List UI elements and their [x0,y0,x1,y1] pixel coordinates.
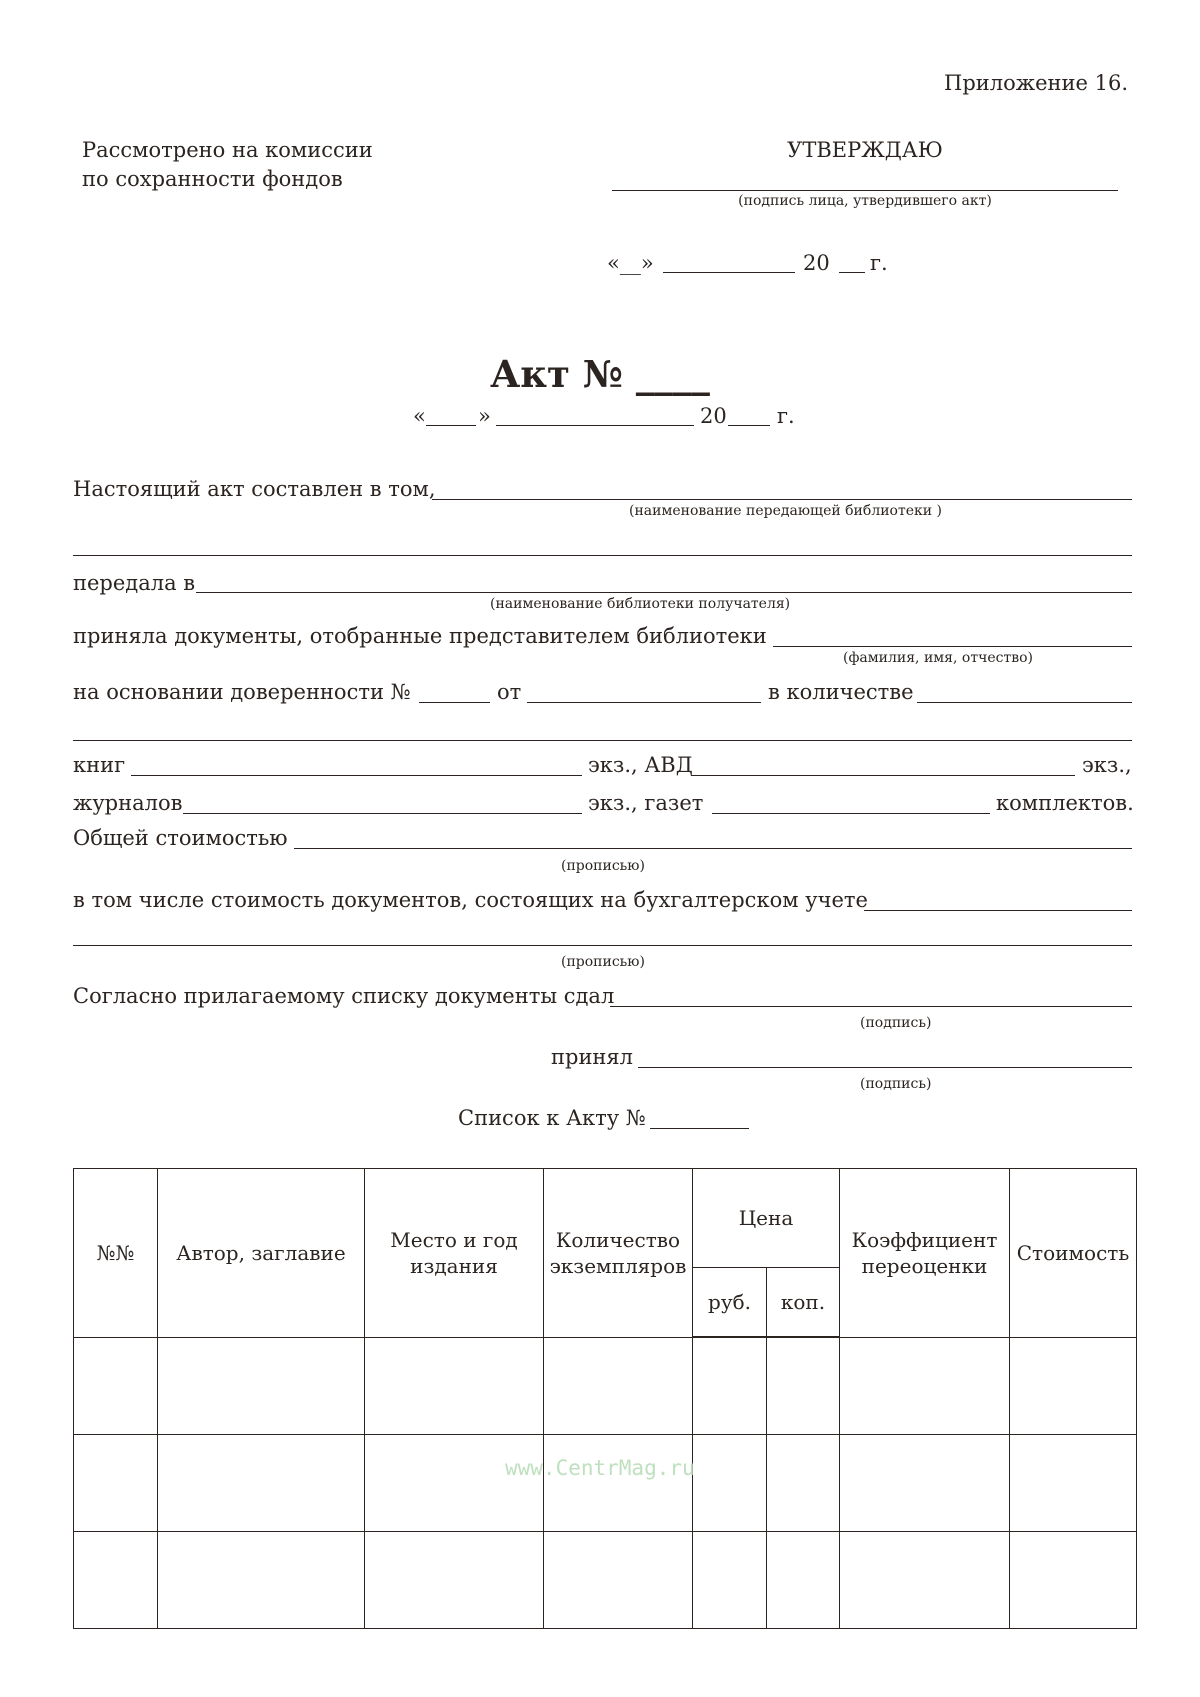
received-signature-caption: (подпись) [860,1076,932,1092]
act-date-close-quote: » [478,404,491,428]
documents-table [73,1168,1137,1629]
column-header-price: Цена [693,1169,840,1268]
table-cell[interactable] [767,1532,840,1629]
journals-count-field[interactable] [183,813,582,814]
approver-signature-line[interactable] [612,190,1118,191]
list-number-field[interactable] [650,1128,749,1129]
table-cell[interactable] [840,1532,1010,1629]
approve-heading: УТВЕРЖДАЮ [787,138,943,162]
column-header-rub: руб. [693,1268,767,1338]
body-line-4-label: на основании доверенности № [73,680,411,704]
accounting-cost-caption: (прописью) [561,954,645,970]
handed-over-signature-caption: (подпись) [860,1015,932,1031]
table-cell[interactable] [1010,1532,1137,1629]
act-date-day-line[interactable] [426,425,476,426]
commission-note-line2: по сохранности фондов [82,167,343,191]
table-cell[interactable] [158,1435,365,1532]
commission-note-line1: Рассмотрено на комиссии [82,138,373,162]
representative-name-field[interactable] [773,646,1132,647]
transferring-library-caption: (наименование передающей библиотеки ) [629,503,942,519]
approve-date-year-prefix: 20 [803,251,830,275]
accounting-cost-field[interactable] [864,910,1132,911]
table-cell[interactable] [158,1337,365,1435]
table-cell[interactable] [693,1435,767,1532]
act-date-month-line[interactable] [496,425,694,426]
table-row [74,1435,1137,1532]
quantity-field[interactable] [917,702,1132,703]
table-cell[interactable] [840,1337,1010,1435]
body-line-5-avd: экз., АВД [588,753,693,777]
total-cost-caption: (прописью) [561,858,645,874]
total-cost-field[interactable] [294,848,1132,849]
column-header-coefficient [840,1169,1010,1338]
body-line-1: Настоящий акт составлен в том, [73,477,436,501]
table-cell[interactable] [544,1337,693,1435]
table-cell[interactable] [544,1435,693,1532]
table-cell[interactable] [544,1532,693,1629]
body-line-2: передала в [73,571,196,595]
table-row [74,1337,1137,1435]
table-cell[interactable] [74,1435,158,1532]
column-header-place-year [365,1169,544,1338]
list-title: Список к Акту № [458,1106,646,1130]
body-line-4-from: от [497,680,522,704]
table-row [74,1532,1137,1629]
body-line-8: в том числе стоимость документов, состоящих на бухгалтерском учете [73,888,868,912]
representative-name-caption: (фамилия, имя, отчество) [843,650,1033,666]
body-line-5-books: книг [73,753,126,777]
approve-date-year-line[interactable] [839,272,865,273]
approver-signature-caption: (подпись лица, утвердившего акт) [738,193,992,209]
act-date-open-quote: « [413,404,426,428]
table-cell[interactable] [158,1532,365,1629]
transferring-library-field[interactable] [432,499,1132,500]
table-cell[interactable] [365,1532,544,1629]
column-header-coefficient-text: Коэффициент переоценки [851,1227,998,1278]
act-date-year-prefix: 20 [700,404,727,428]
transferring-library-field-2[interactable] [73,555,1132,556]
body-line-3: приняла документы, отобранные представителем библиотеки [73,624,767,648]
table-cell[interactable] [365,1435,544,1532]
table-cell[interactable] [840,1435,1010,1532]
act-date-year-line[interactable] [728,425,770,426]
column-header-author-title: Автор, заглавие [158,1169,365,1338]
body-line-6-journals: журналов [73,791,183,815]
table-cell[interactable] [74,1532,158,1629]
body-line-5-copies: экз., [1082,753,1132,777]
approve-date-day[interactable]: «__» [607,251,654,275]
table-cell[interactable] [767,1435,840,1532]
body-line-10: принял [551,1045,634,1069]
column-header-quantity [544,1169,693,1338]
body-line-6-sets: комплектов. [996,791,1134,815]
column-header-number: №№ [74,1169,158,1338]
table-cell[interactable] [767,1337,840,1435]
approve-date-month-line[interactable] [663,272,795,273]
table-cell[interactable] [74,1337,158,1435]
body-line-7: Общей стоимостью [73,826,288,850]
appendix-number: Приложение 16. [944,71,1128,95]
column-header-quantity-text: Количество экземпляров [549,1227,687,1278]
table-cell[interactable] [365,1337,544,1435]
column-header-kop: коп. [767,1268,840,1338]
books-count-field[interactable] [131,775,582,776]
body-line-9: Согласно прилагаемому списку документы сдал [73,984,615,1008]
receiving-library-field[interactable] [196,592,1132,593]
receiving-library-caption: (наименование библиотеки получателя) [490,596,791,612]
body-line-6-newspapers: экз., газет [588,791,704,815]
avd-count-field[interactable] [691,775,1075,776]
table-cell[interactable] [1010,1435,1137,1532]
quantity-field-2[interactable] [73,740,1132,741]
received-signature-field[interactable] [638,1067,1132,1068]
body-line-4-quantity: в количестве [768,680,914,704]
power-of-attorney-number-field[interactable] [419,702,490,703]
power-of-attorney-date-field[interactable] [527,702,761,703]
act-date-suffix: г. [777,404,795,428]
column-header-place-year-text: Место и год издания [390,1227,518,1278]
column-header-cost: Стоимость [1010,1169,1137,1338]
act-title: Акт № ____ [490,352,710,396]
table-cell[interactable] [693,1532,767,1629]
table-cell[interactable] [693,1337,767,1435]
watermark: www.CentrMag.ru [505,1456,695,1480]
newspapers-count-field[interactable] [712,813,990,814]
handed-over-signature-field[interactable] [610,1006,1132,1007]
accounting-cost-field-2[interactable] [73,945,1132,946]
approve-date-suffix: г. [870,251,888,275]
table-cell[interactable] [1010,1337,1137,1435]
